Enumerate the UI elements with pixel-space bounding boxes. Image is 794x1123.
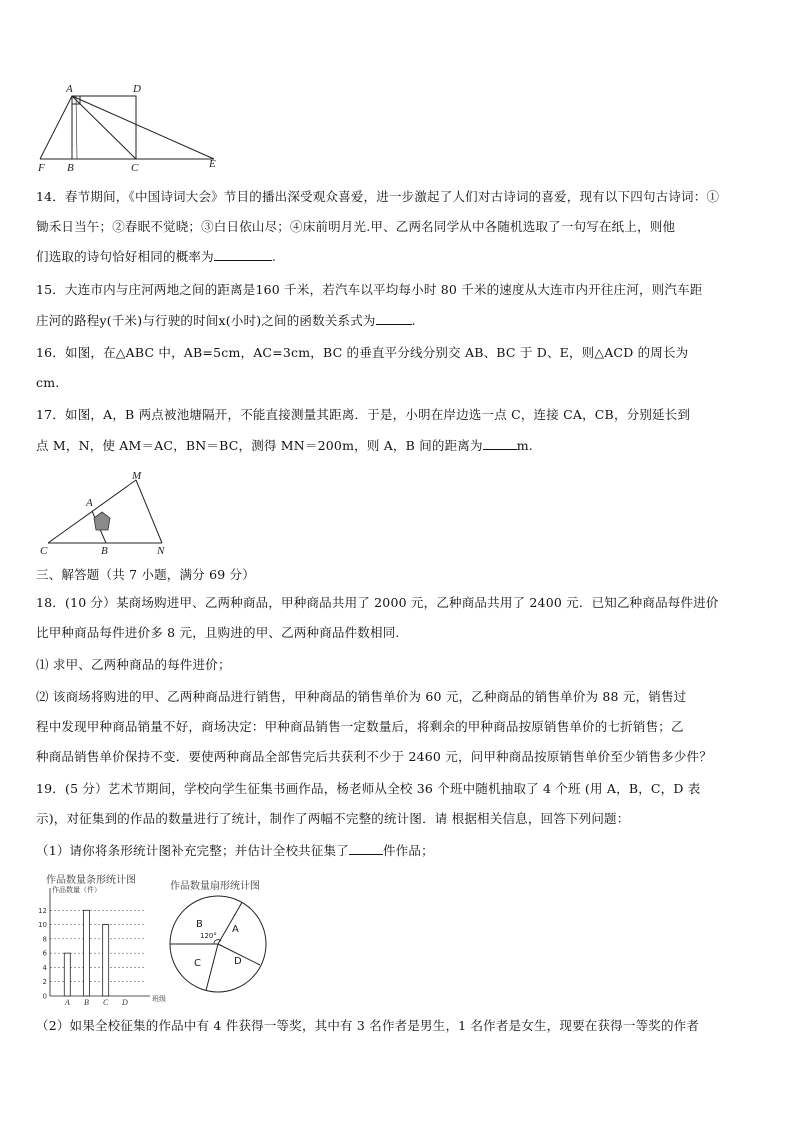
q18-line-1: 18．(10 分）某商场购进甲、乙两种商品，甲种商品共用了 2000 元，乙种商品共用了 2400 元．已知乙种商品每件进价 bbox=[36, 595, 719, 610]
label-C: C bbox=[131, 162, 139, 174]
bar-chart bbox=[36, 884, 166, 1010]
pie-label-C: C bbox=[194, 958, 201, 969]
label-F: F bbox=[38, 162, 45, 174]
bar-C bbox=[103, 925, 109, 996]
q16-line-2: cm. bbox=[36, 375, 60, 390]
q18-line-2: 比甲种商品每件进价多 8 元，且购进的甲、乙两种商品件数相同. bbox=[36, 625, 400, 640]
q18-part-2-line-3: 种商品销售单价保持不变．要使两种商品全部售完后共获利不少于 2460 元，问甲种商品按原销售单价至少销售多少件？ bbox=[36, 749, 712, 764]
figure-top-geometry bbox=[36, 78, 226, 174]
answer-blank bbox=[214, 247, 272, 261]
q15-line-1: 15．大连市内与庄河两地之间的距离是160 千米，若汽车以平均每小时 80 千米的速度从大连市内开往庄河，则汽车距 bbox=[36, 282, 703, 297]
q14-text: 们选取的诗句恰好相同的概率为 bbox=[36, 249, 214, 264]
y-tick-label: 6 bbox=[42, 949, 47, 958]
bar-A bbox=[64, 953, 70, 996]
x-tick-label: B bbox=[84, 998, 89, 1007]
y-tick-label: 8 bbox=[42, 935, 47, 944]
x-tick-label: A bbox=[64, 998, 70, 1007]
y-tick-label: 12 bbox=[38, 906, 47, 915]
pie-chart-title: 作品数量扇形统计图 bbox=[170, 881, 260, 892]
q14-line-1: 14．春节期间，《中国诗词大会》节目的播出深受观众喜爱，进一步激起了人们对古诗词的喜爱，现有以下四句古诗词：① bbox=[36, 189, 720, 204]
q14-line-2: 锄禾日当午；②春眠不觉晓；③白日依山尽；④床前明月光.甲、乙两名同学从中各随机选取了一句写在纸上，则他 bbox=[36, 219, 676, 234]
label-M: M bbox=[132, 470, 142, 482]
label-E: E bbox=[209, 158, 216, 170]
label-A: A bbox=[86, 497, 93, 509]
x-tick-label: C bbox=[103, 998, 109, 1007]
y-tick-label: 4 bbox=[42, 963, 47, 972]
q17-text: 点 M，N，使 AM＝AC，BN＝BC，测得 MN＝200m，则 A，B 间的距离为 bbox=[36, 438, 483, 453]
label-N: N bbox=[157, 545, 165, 557]
label-B: B bbox=[101, 545, 108, 557]
label-D: D bbox=[133, 83, 141, 95]
pie-label-A: A bbox=[232, 924, 239, 935]
q18-part-1: ⑴ 求甲、乙两种商品的每件进价； bbox=[36, 657, 231, 672]
q15-end: . bbox=[411, 313, 416, 328]
y-axis-label: 作品数量（件） bbox=[52, 886, 101, 894]
q17-line-1: 17．如图，A，B 两点被池塘隔开，不能直接测量其距离．于是，小明在岸边选一点 C，连接 CA，CB，分别延长到 bbox=[36, 407, 691, 422]
q17-end: m. bbox=[516, 438, 533, 453]
answer-blank bbox=[483, 436, 517, 450]
pie-label-B: B bbox=[196, 919, 203, 930]
label-A: A bbox=[66, 83, 73, 95]
q19-part-2: （2）如果全校征集的作品中有 4 件获得一等奖，其中有 3 名作者是男生，1 名作者是女生，现要在获得一等奖的作者 bbox=[36, 1018, 700, 1033]
figure-17-triangle bbox=[36, 468, 176, 558]
bar-B bbox=[83, 910, 89, 996]
q19-part-1-end: 件作品； bbox=[382, 843, 434, 858]
q19-line-1: 19．(5 分）艺术节期间，学校向学生征集书画作品，杨老师从全校 36 个班中随机抽取了 4 个班 (用 A，B，C，D 表 bbox=[36, 781, 701, 796]
y-tick-label: 10 bbox=[38, 921, 47, 930]
q15-line-2 bbox=[36, 311, 760, 331]
pie-chart bbox=[166, 892, 270, 996]
q14-end: . bbox=[271, 249, 276, 264]
q18-part-2-line-1: ⑵ 该商场将购进的甲、乙两种商品进行销售，甲种商品的销售单价为 60 元，乙种商品的销售单价为 88 元，销售过 bbox=[36, 689, 687, 704]
q15-text: 庄河的路程y(千米)与行驶的时间x(小时)之间的函数关系式为 bbox=[36, 313, 376, 328]
pie-angle-label: 120° bbox=[200, 932, 217, 940]
y-tick-label: 0 bbox=[42, 992, 47, 1001]
x-axis-label: 班级 bbox=[152, 995, 166, 1003]
y-tick-label: 2 bbox=[42, 978, 47, 987]
q16-line-1: 16．如图，在△ABC 中，AB=5cm，AC=3cm，BC 的垂直平分线分别交 AB、BC 于 D、E，则△ACD 的周长为 bbox=[36, 345, 689, 360]
section-3-heading: 三、解答题（共 7 小题，满分 69 分） bbox=[36, 567, 255, 582]
pie-slice-divider bbox=[206, 944, 218, 991]
label-C: C bbox=[40, 545, 48, 557]
answer-blank bbox=[349, 841, 383, 855]
bar-chart-title: 作品数量条形统计图 bbox=[46, 875, 136, 886]
x-tick-label: D bbox=[121, 998, 128, 1007]
q17-line-2 bbox=[36, 436, 760, 456]
q19-line-2: 示)，对征集到的作品的数量进行了统计，制作了两幅不完整的统计图．请 根据相关信息，回答下列问题： bbox=[36, 811, 630, 826]
label-B: B bbox=[67, 162, 74, 174]
answer-blank bbox=[376, 311, 412, 325]
pie-label-D: D bbox=[234, 956, 242, 967]
q14-line-3 bbox=[36, 247, 760, 267]
q18-part-2-line-2: 程中发现甲种商品销量不好，商场决定：甲种商品销售一定数量后，将剩余的甲种商品按原销售单价的七折销售；乙 bbox=[36, 719, 684, 734]
q19-part-1-text: （1）请你将条形统计图补充完整；并估计全校共征集了 bbox=[36, 843, 349, 858]
q19-part-1 bbox=[36, 841, 760, 861]
